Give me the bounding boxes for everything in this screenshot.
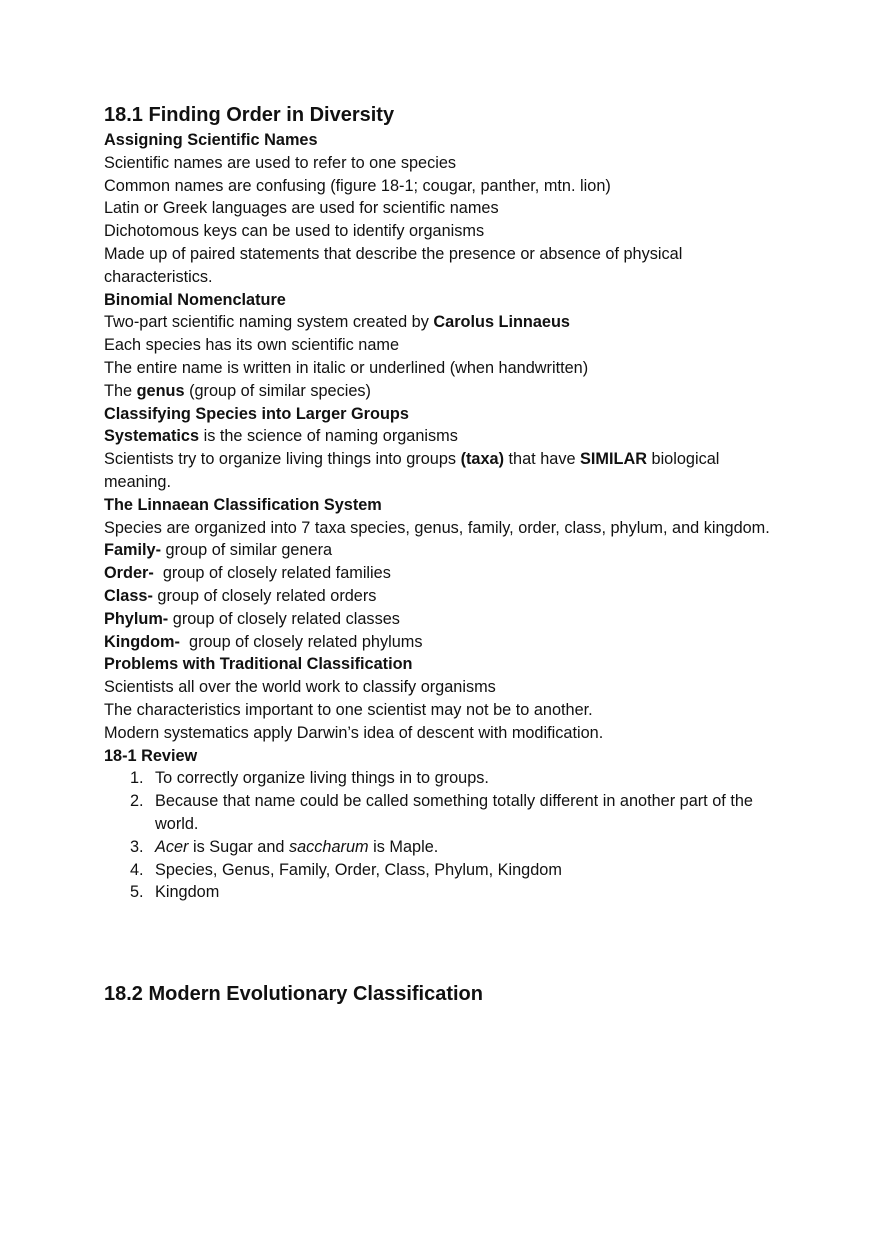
bold-term: Kingdom-: [104, 632, 180, 651]
term-line: [104, 562, 784, 585]
text-span: biological meaning.: [104, 450, 720, 491]
text-span: Two-part scientific naming system created by: [104, 313, 434, 332]
list-item: [104, 767, 784, 790]
list-number: 5.: [130, 883, 144, 902]
list-number: 4.: [130, 860, 144, 879]
text-line: Species are organized into 7 taxa species, genus, family, order, class, phylum, and kingdom.: [104, 518, 770, 537]
term-definition: group of similar genera: [161, 541, 333, 560]
list-item: [104, 859, 784, 882]
list-text: Species, Genus, Family, Order, Class, Phylum, Kingdom: [155, 860, 562, 879]
text-line: Scientific names are used to refer to one species: [104, 153, 457, 172]
text-span: is the science of naming organisms: [199, 427, 458, 446]
subheading-problems: Problems with Traditional Classification: [104, 655, 413, 674]
list-number: 2.: [130, 792, 144, 811]
bold-term: SIMILAR: [580, 450, 647, 469]
subheading-binomial: Binomial Nomenclature: [104, 290, 286, 309]
text-line: [104, 425, 784, 448]
text-span: The: [104, 381, 137, 400]
text-line: Latin or Greek languages are used for scientific names: [104, 199, 499, 218]
term-line: [104, 585, 784, 608]
bold-term: Systematics: [104, 427, 200, 446]
text-line: [104, 448, 784, 494]
text-line: Each species has its own scientific name: [104, 336, 400, 355]
list-number: 1.: [130, 769, 144, 788]
term-line: [104, 608, 784, 631]
italic-term: saccharum: [288, 837, 369, 856]
text-span: that have: [504, 450, 581, 469]
subheading-assigning: Assigning Scientific Names: [104, 131, 318, 149]
text-line: Scientists all over the world work to classify organisms: [104, 678, 496, 697]
text-line: The entire name is written in italic or underlined (when handwritten): [104, 358, 589, 377]
list-text: Because that name could be called something totally different in another part of the world.: [155, 792, 753, 833]
term-line: [104, 539, 784, 562]
term-definition: group of closely related orders: [152, 586, 377, 605]
term-definition: group of closely related phylums: [179, 632, 423, 651]
list-item: [104, 790, 784, 836]
text-line: Modern systematics apply Darwin’s idea of descent with modification.: [104, 723, 604, 742]
bold-term: genus: [136, 381, 185, 400]
text-line: Common names are confusing (figure 18-1; cougar, panther, mtn. lion): [104, 176, 611, 195]
section-title: 18.1 Finding Order in Diversity: [104, 104, 395, 126]
section-title: 18.2 Modern Evolutionary Classification: [104, 983, 483, 1005]
list-text: Kingdom: [155, 883, 220, 902]
list-number: 3.: [130, 837, 144, 856]
text-line: [104, 311, 784, 334]
list-item: [104, 881, 784, 904]
list-text: is Maple.: [368, 837, 439, 856]
term-line: [104, 631, 784, 654]
document-page: [104, 101, 784, 1005]
subheading-review: 18-1 Review: [104, 746, 198, 765]
subheading-larger-groups: Classifying Species into Larger Groups: [104, 404, 409, 423]
term-definition: group of closely related classes: [168, 609, 400, 628]
review-list: [104, 767, 784, 904]
subheading-linnaean: The Linnaean Classification System: [104, 495, 382, 514]
text-line: Dichotomous keys can be used to identify organisms: [104, 222, 485, 241]
text-line: Made up of paired statements that describe the presence or absence of physical characteristics.: [104, 244, 683, 286]
bold-term: Carolus Linnaeus: [433, 313, 570, 332]
list-text: To correctly organize living things in to groups.: [155, 769, 489, 788]
bold-term: (taxa): [460, 450, 504, 469]
bold-term: Phylum-: [104, 609, 169, 628]
italic-term: Acer: [155, 837, 189, 856]
term-definition: group of closely related families: [153, 564, 391, 583]
list-text: is Sugar and: [188, 837, 289, 856]
bold-term: Order-: [104, 564, 154, 583]
list-item: [104, 836, 784, 859]
text-span: (group of similar species): [184, 381, 371, 400]
text-line: The characteristics important to one scientist may not be to another.: [104, 700, 593, 719]
bold-term: Family-: [104, 541, 162, 560]
text-line: [104, 380, 784, 403]
text-span: Scientists try to organize living things into groups: [104, 450, 461, 469]
bold-term: Class-: [104, 586, 153, 605]
